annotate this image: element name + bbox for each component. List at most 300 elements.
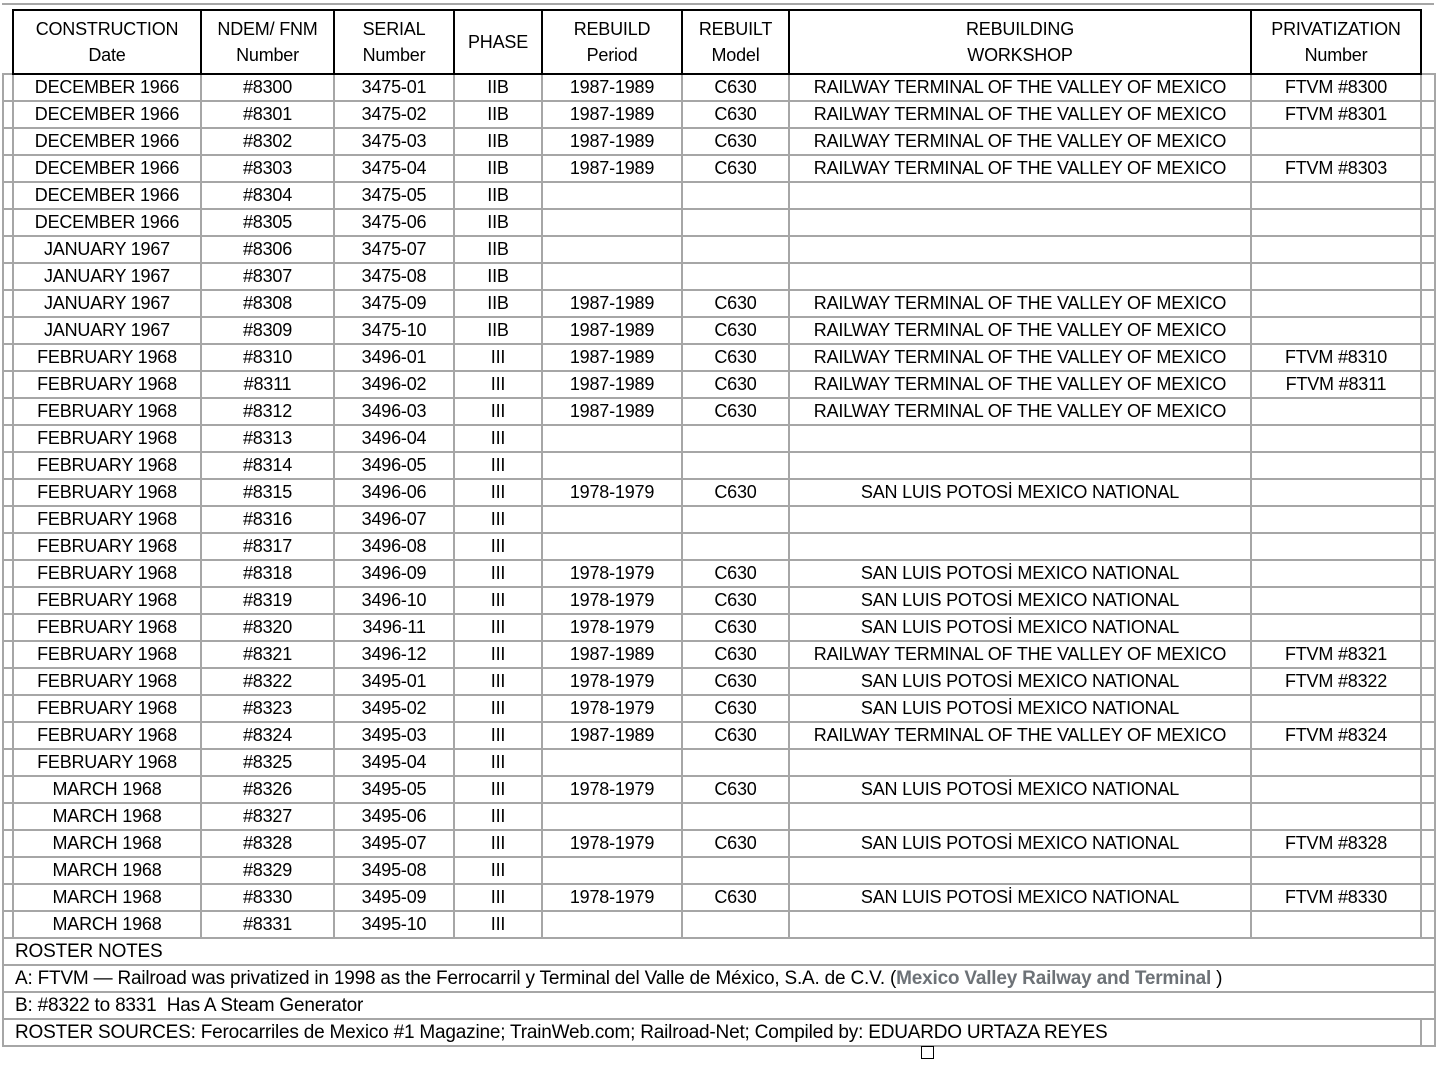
table-cell: 1987-1989	[542, 101, 682, 128]
table-cell: 3496-09	[334, 560, 454, 587]
edge-cell	[3, 911, 13, 938]
table-cell: JANUARY 1967	[13, 290, 201, 317]
edge-cell	[1421, 155, 1435, 182]
edge-cell	[1421, 533, 1435, 560]
table-cell	[789, 236, 1251, 263]
table-cell: III	[454, 830, 542, 857]
table-row	[3, 560, 1435, 587]
table-cell: #8329	[201, 857, 334, 884]
edge-cell	[1421, 668, 1435, 695]
table-cell: DECEMBER 1966	[13, 74, 201, 101]
table-cell: C630	[682, 668, 789, 695]
table-cell	[682, 803, 789, 830]
column-header-rebuild: REBUILD Period	[542, 10, 682, 74]
table-cell: III	[454, 857, 542, 884]
edge-cell	[3, 128, 13, 155]
sources-row	[3, 1019, 1435, 1046]
table-cell: C630	[682, 290, 789, 317]
table-cell: 3475-09	[334, 290, 454, 317]
table-cell	[682, 263, 789, 290]
edge-cell	[1421, 344, 1435, 371]
table-cell	[682, 749, 789, 776]
table-cell: 3475-01	[334, 74, 454, 101]
table-cell: #8323	[201, 695, 334, 722]
table-cell: 3496-06	[334, 479, 454, 506]
table-row	[3, 101, 1435, 128]
table-cell: 3496-05	[334, 452, 454, 479]
table-cell: #8321	[201, 641, 334, 668]
table-cell: C630	[682, 560, 789, 587]
edge-cell	[3, 506, 13, 533]
table-cell: #8304	[201, 182, 334, 209]
table-cell	[789, 857, 1251, 884]
table-cell	[542, 209, 682, 236]
table-cell: C630	[682, 830, 789, 857]
table-cell: C630	[682, 101, 789, 128]
table-cell: 1978-1979	[542, 479, 682, 506]
sources-text: ROSTER SOURCES: Ferocarriles de Mexico #1 Magazine; TrainWeb.com; Railroad-Net; Compiled by: EDUARDO URTAZA REYES	[3, 1019, 1421, 1046]
table-cell: 1978-1979	[542, 776, 682, 803]
table-row	[3, 290, 1435, 317]
edge-cell	[3, 641, 13, 668]
table-cell: SAN LUIS POTOSİ MEXICO NATIONAL	[789, 560, 1251, 587]
table-cell: III	[454, 425, 542, 452]
table-cell: III	[454, 641, 542, 668]
table-row	[3, 182, 1435, 209]
table-cell	[682, 209, 789, 236]
table-row	[3, 317, 1435, 344]
table-cell: DECEMBER 1966	[13, 128, 201, 155]
table-cell	[682, 452, 789, 479]
outer-top-border	[2, 3, 1434, 5]
table-cell	[789, 533, 1251, 560]
edge-cell	[3, 344, 13, 371]
table-cell: III	[454, 911, 542, 938]
table-cell: C630	[682, 128, 789, 155]
table-cell: C630	[682, 695, 789, 722]
edge-cell	[3, 857, 13, 884]
table-cell: RAILWAY TERMINAL OF THE VALLEY OF MEXICO	[789, 290, 1251, 317]
table-cell: III	[454, 803, 542, 830]
table-cell: #8302	[201, 128, 334, 155]
edge-cell	[1421, 101, 1435, 128]
table-cell	[542, 857, 682, 884]
table-cell	[789, 506, 1251, 533]
table-cell: #8327	[201, 803, 334, 830]
table-cell: #8328	[201, 830, 334, 857]
table-cell: 1978-1979	[542, 587, 682, 614]
table-cell: FEBRUARY 1968	[13, 587, 201, 614]
table-cell: 1978-1979	[542, 668, 682, 695]
table-cell: FTVM #8301	[1251, 101, 1421, 128]
table-cell: #8314	[201, 452, 334, 479]
table-cell: FTVM #8321	[1251, 641, 1421, 668]
table-cell: 3495-05	[334, 776, 454, 803]
column-header-ndem-fnm: NDEM/ FNM Number	[201, 10, 334, 74]
table-cell: FEBRUARY 1968	[13, 641, 201, 668]
table-row	[3, 236, 1435, 263]
edge-cell	[3, 749, 13, 776]
note-b-row	[3, 992, 1435, 1019]
column-header-privatization: PRIVATIZATION Number	[1251, 10, 1421, 74]
table-cell: #8303	[201, 155, 334, 182]
table-row	[3, 857, 1435, 884]
edge-cell	[1421, 641, 1435, 668]
table-cell: 1987-1989	[542, 641, 682, 668]
table-cell: JANUARY 1967	[13, 236, 201, 263]
edge-cell	[3, 533, 13, 560]
table-cell: JANUARY 1967	[13, 263, 201, 290]
table-row	[3, 722, 1435, 749]
edge-cell	[3, 425, 13, 452]
table-cell: 3496-08	[334, 533, 454, 560]
table-row	[3, 911, 1435, 938]
edge-cell	[1421, 884, 1435, 911]
table-cell	[542, 749, 682, 776]
table-row	[3, 371, 1435, 398]
edge-cell	[1421, 803, 1435, 830]
table-row	[3, 398, 1435, 425]
header-row	[3, 10, 1435, 74]
edge-cell	[1421, 317, 1435, 344]
table-cell: 3495-01	[334, 668, 454, 695]
table-row	[3, 803, 1435, 830]
table-cell: #8318	[201, 560, 334, 587]
table-cell	[542, 803, 682, 830]
table-cell: C630	[682, 74, 789, 101]
table-cell: #8316	[201, 506, 334, 533]
edge-cell	[1421, 452, 1435, 479]
table-cell: MARCH 1968	[13, 884, 201, 911]
table-cell: MARCH 1968	[13, 803, 201, 830]
table-cell: FEBRUARY 1968	[13, 425, 201, 452]
table-cell: 1987-1989	[542, 371, 682, 398]
table-cell	[1251, 911, 1421, 938]
table-cell	[542, 263, 682, 290]
table-cell: 3496-11	[334, 614, 454, 641]
roster-notes	[3, 938, 1435, 1046]
table-cell: C630	[682, 776, 789, 803]
note-a-highlight-link[interactable]: Mexico Valley Railway and Terminal	[896, 967, 1212, 989]
table-cell: SAN LUIS POTOSİ MEXICO NATIONAL	[789, 884, 1251, 911]
edge-cell	[3, 776, 13, 803]
table-cell: RAILWAY TERMINAL OF THE VALLEY OF MEXICO	[789, 128, 1251, 155]
table-cell: IIB	[454, 128, 542, 155]
table-cell: III	[454, 722, 542, 749]
table-cell: III	[454, 695, 542, 722]
table-cell: RAILWAY TERMINAL OF THE VALLEY OF MEXICO	[789, 371, 1251, 398]
edge-cell	[3, 74, 13, 101]
table-cell	[1251, 560, 1421, 587]
table-cell	[1251, 398, 1421, 425]
table-row	[3, 533, 1435, 560]
edge-cell	[1421, 74, 1435, 101]
table-cell: #8331	[201, 911, 334, 938]
table-cell: 3475-08	[334, 263, 454, 290]
table-cell: III	[454, 398, 542, 425]
table-cell: C630	[682, 371, 789, 398]
table-cell: MARCH 1968	[13, 830, 201, 857]
table-cell: 3495-09	[334, 884, 454, 911]
table-cell: #8325	[201, 749, 334, 776]
table-cell: 3475-04	[334, 155, 454, 182]
table-cell: 1987-1989	[542, 722, 682, 749]
table-cell: RAILWAY TERMINAL OF THE VALLEY OF MEXICO	[789, 101, 1251, 128]
table-cell	[1251, 506, 1421, 533]
edge-cell	[1421, 398, 1435, 425]
table-cell: 1987-1989	[542, 344, 682, 371]
table-cell: 3495-02	[334, 695, 454, 722]
table-cell: #8308	[201, 290, 334, 317]
table-cell: IIB	[454, 263, 542, 290]
table-row	[3, 425, 1435, 452]
table-cell: RAILWAY TERMINAL OF THE VALLEY OF MEXICO	[789, 398, 1251, 425]
table-row	[3, 587, 1435, 614]
table-cell: SAN LUIS POTOSİ MEXICO NATIONAL	[789, 668, 1251, 695]
column-header-rebuilt: REBUILT Model	[682, 10, 789, 74]
edge-cell	[3, 884, 13, 911]
table-cell: III	[454, 668, 542, 695]
table-cell: RAILWAY TERMINAL OF THE VALLEY OF MEXICO	[789, 344, 1251, 371]
table-cell: RAILWAY TERMINAL OF THE VALLEY OF MEXICO	[789, 74, 1251, 101]
table-cell: IIB	[454, 209, 542, 236]
table-cell: IIB	[454, 74, 542, 101]
table-cell: MARCH 1968	[13, 857, 201, 884]
edge-cell-left	[3, 10, 13, 74]
edge-cell	[1421, 776, 1435, 803]
table-cell	[542, 911, 682, 938]
table-cell: III	[454, 344, 542, 371]
table-cell: FEBRUARY 1968	[13, 452, 201, 479]
table-row	[3, 479, 1435, 506]
table-cell: RAILWAY TERMINAL OF THE VALLEY OF MEXICO	[789, 155, 1251, 182]
table-cell: #8330	[201, 884, 334, 911]
table-cell: RAILWAY TERMINAL OF THE VALLEY OF MEXICO	[789, 317, 1251, 344]
table-cell: SAN LUIS POTOSİ MEXICO NATIONAL	[789, 776, 1251, 803]
table-cell: #8319	[201, 587, 334, 614]
edge-cell	[1421, 263, 1435, 290]
table-cell: IIB	[454, 317, 542, 344]
edge-cell	[3, 803, 13, 830]
table-cell	[1251, 236, 1421, 263]
table-cell: 1987-1989	[542, 74, 682, 101]
roster-notes-title-row	[3, 938, 1435, 965]
table-cell: DECEMBER 1966	[13, 182, 201, 209]
table-cell: III	[454, 776, 542, 803]
table-cell: C630	[682, 614, 789, 641]
table-cell	[1251, 425, 1421, 452]
table-cell: 1987-1989	[542, 317, 682, 344]
edge-cell	[3, 587, 13, 614]
table-cell: FEBRUARY 1968	[13, 479, 201, 506]
table-cell: FTVM #8310	[1251, 344, 1421, 371]
table-cell: III	[454, 452, 542, 479]
table-row	[3, 776, 1435, 803]
table-cell: FTVM #8324	[1251, 722, 1421, 749]
table-cell: III	[454, 533, 542, 560]
edge-cell	[3, 371, 13, 398]
edge-cell	[3, 479, 13, 506]
table-cell: 1987-1989	[542, 155, 682, 182]
table-cell: C630	[682, 884, 789, 911]
table-cell: FEBRUARY 1968	[13, 695, 201, 722]
edge-cell	[1421, 128, 1435, 155]
table-cell	[1251, 614, 1421, 641]
edge-cell	[1421, 722, 1435, 749]
table-cell: #8320	[201, 614, 334, 641]
table-row	[3, 614, 1435, 641]
table-cell: 3495-06	[334, 803, 454, 830]
table-cell	[789, 452, 1251, 479]
table-cell: 3495-04	[334, 749, 454, 776]
table-cell: 3496-02	[334, 371, 454, 398]
table-cell: III	[454, 614, 542, 641]
table-cell: 1987-1989	[542, 128, 682, 155]
table-row	[3, 344, 1435, 371]
edge-cell	[3, 101, 13, 128]
table-row	[3, 155, 1435, 182]
table-cell: #8326	[201, 776, 334, 803]
table-cell: 3496-07	[334, 506, 454, 533]
table-cell: C630	[682, 479, 789, 506]
column-header-serial: SERIAL Number	[334, 10, 454, 74]
table-cell: C630	[682, 317, 789, 344]
table-cell	[1251, 317, 1421, 344]
table-cell: FTVM #8322	[1251, 668, 1421, 695]
edge-cell	[1421, 911, 1435, 938]
table-cell: FTVM #8300	[1251, 74, 1421, 101]
edge-cell	[3, 182, 13, 209]
table-cell: FEBRUARY 1968	[13, 371, 201, 398]
table-resize-handle[interactable]	[921, 1046, 934, 1059]
table-cell: FEBRUARY 1968	[13, 560, 201, 587]
table-cell	[542, 236, 682, 263]
table-cell	[1251, 128, 1421, 155]
table-cell: 1978-1979	[542, 830, 682, 857]
table-cell: #8306	[201, 236, 334, 263]
table-cell: 3475-02	[334, 101, 454, 128]
table-cell	[1251, 749, 1421, 776]
table-cell	[1251, 209, 1421, 236]
table-cell	[789, 803, 1251, 830]
table-cell	[542, 452, 682, 479]
edge-cell	[3, 236, 13, 263]
table-cell: III	[454, 587, 542, 614]
table-cell: IIB	[454, 101, 542, 128]
table-row	[3, 830, 1435, 857]
table-cell: SAN LUIS POTOSİ MEXICO NATIONAL	[789, 614, 1251, 641]
table-row	[3, 74, 1435, 101]
edge-cell	[1421, 695, 1435, 722]
table-cell	[1251, 857, 1421, 884]
note-a-suffix: )	[1211, 967, 1223, 989]
table-cell: C630	[682, 155, 789, 182]
table-cell: III	[454, 749, 542, 776]
edge-cell	[1421, 425, 1435, 452]
table-cell: III	[454, 560, 542, 587]
table-cell	[1251, 533, 1421, 560]
table-cell: C630	[682, 398, 789, 425]
table-cell: 3495-08	[334, 857, 454, 884]
table-cell: IIB	[454, 182, 542, 209]
table-cell: RAILWAY TERMINAL OF THE VALLEY OF MEXICO	[789, 722, 1251, 749]
edge-cell	[3, 695, 13, 722]
table-cell: III	[454, 884, 542, 911]
table-cell	[682, 911, 789, 938]
table-cell: 1978-1979	[542, 695, 682, 722]
table-cell	[789, 182, 1251, 209]
table-cell: FEBRUARY 1968	[13, 344, 201, 371]
table-cell	[1251, 263, 1421, 290]
table-cell	[1251, 290, 1421, 317]
table-cell: 3496-04	[334, 425, 454, 452]
table-cell: 3496-10	[334, 587, 454, 614]
table-row	[3, 668, 1435, 695]
edge-cell	[3, 263, 13, 290]
table-cell	[1251, 803, 1421, 830]
table-cell: SAN LUIS POTOSİ MEXICO NATIONAL	[789, 479, 1251, 506]
table-cell: FTVM #8303	[1251, 155, 1421, 182]
edge-cell	[1421, 506, 1435, 533]
table-cell: 3495-03	[334, 722, 454, 749]
table-cell: #8305	[201, 209, 334, 236]
table-row	[3, 263, 1435, 290]
table-row	[3, 506, 1435, 533]
table-cell: 3496-03	[334, 398, 454, 425]
table-cell: 3475-03	[334, 128, 454, 155]
table-row	[3, 641, 1435, 668]
edge-cell	[1421, 560, 1435, 587]
edge-cell	[3, 398, 13, 425]
table-cell: #8317	[201, 533, 334, 560]
table-cell	[789, 209, 1251, 236]
roster-table	[2, 9, 1436, 1047]
table-cell	[682, 506, 789, 533]
note-a-row	[3, 965, 1435, 992]
edge-cell	[1421, 290, 1435, 317]
table-cell: FEBRUARY 1968	[13, 533, 201, 560]
table-cell: 1978-1979	[542, 614, 682, 641]
roster-notes-title: ROSTER NOTES	[3, 938, 1435, 965]
edge-cell	[3, 722, 13, 749]
table-row	[3, 452, 1435, 479]
table-cell: III	[454, 506, 542, 533]
table-cell: FEBRUARY 1968	[13, 506, 201, 533]
table-cell	[542, 506, 682, 533]
table-cell	[1251, 182, 1421, 209]
edge-cell	[3, 668, 13, 695]
table-cell	[682, 533, 789, 560]
table-cell: 1987-1989	[542, 398, 682, 425]
table-cell: DECEMBER 1966	[13, 155, 201, 182]
table-cell: #8322	[201, 668, 334, 695]
table-row	[3, 128, 1435, 155]
table-cell: C630	[682, 344, 789, 371]
edge-cell	[3, 317, 13, 344]
table-cell: RAILWAY TERMINAL OF THE VALLEY OF MEXICO	[789, 641, 1251, 668]
table-cell: III	[454, 479, 542, 506]
table-cell: IIB	[454, 155, 542, 182]
table-row	[3, 749, 1435, 776]
table-cell: #8301	[201, 101, 334, 128]
table-cell	[1251, 587, 1421, 614]
note-a-text: A: FTVM — Railroad was privatized in 1998 as the Ferrocarril y Terminal del Valle de México, S.A. de C.V. (	[15, 967, 897, 989]
edge-cell	[3, 209, 13, 236]
edge-cell	[3, 830, 13, 857]
table-cell: 3475-05	[334, 182, 454, 209]
note-b-text: B: #8322 to 8331 Has A Steam Generator	[3, 992, 1435, 1019]
edge-cell	[3, 614, 13, 641]
